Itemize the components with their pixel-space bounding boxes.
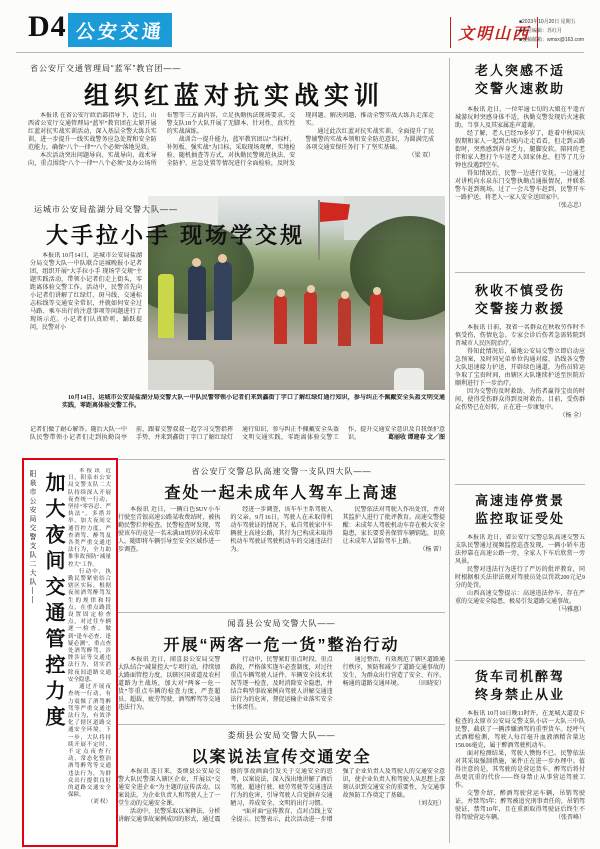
divider — [118, 724, 445, 725]
campaign-headline: 开展“两客一危一货”整治行动 — [163, 637, 400, 654]
photo-child-head — [373, 287, 381, 295]
elderly-body: 本报讯 近日，一位年逾七旬的大娘在平遥古城游玩时突感身体不适，执勤交警发现后火速救助，当事人及其家属连声道谢。 经了解，老人已经70多岁了，趁着中秋国庆假期和家人一起到古城内走走看看，但走到云路街时，突然感到浑身乏力，腿脚发软。陪同的老伴和家人想打个车送老人回家休息，但等了几分钟也没遇到空车。 得知情况后，民警一边进行安抚，一边通过对讲机向水泉东门交警执勤点通报情况，并联系警车赶到现场。过了一会儿警车赶到，民警开车一路护送，将老人一家人安全送回家中。 （张志忠） — [455, 107, 585, 209]
photo-officer — [214, 262, 232, 340]
email-line: ■投稿邮箱：wmsx@163.com — [519, 37, 585, 43]
harvest-headline: 秋收不慎受伤 交警接力救援 — [474, 283, 565, 316]
campaign-byline: （田晓安） — [414, 681, 445, 687]
photo-officer — [188, 266, 206, 340]
case-headline: 以案说法宣传交通安全 — [191, 749, 372, 766]
photo-child-head — [307, 285, 315, 293]
trucker-headline: 货车司机醉驾 终身禁止从业 — [474, 669, 565, 702]
photo-child-red-vest — [338, 298, 351, 346]
minor-body: 本报讯 近日，一辆白色SUV小车行驶至青银高速公路某收费站时，被执勤民警拦停检查。民警检查时发现，驾驶该车的竟是一名未满18周岁的未成年人，随即将车辆引导至安全区域作进一步调查。 经进一步调查，该车车主系驾驶人的父亲。9月16日，驾驶人在未取得机动车驾驶证的情况下，私自驾驶家中车辆驶上高速公路，其行为已构成未取得机动车驾驶证驾驶机动车的交通违法行为。 民警依法对驾驶人作出处罚，并对其监护人进行了批评教育。高速交警提醒：未成年人驾驶机动车存在极大安全隐患，家长要妥善保管车辆钥匙，切莫让未成年人冒险驾车上路。 （杨 雷） — [118, 507, 445, 553]
hand-headline: 大手拉小手 现场学交规 — [46, 223, 306, 248]
divider — [455, 660, 585, 661]
divider — [455, 272, 585, 273]
night-headline: 加大夜间交通管控力度 — [42, 472, 64, 732]
photo-bollard — [394, 368, 424, 390]
hand-byline: 葛丽收 谭建春 文／图 — [387, 435, 445, 441]
elderly-byline: （张志忠） — [554, 203, 585, 209]
case-byline: （刘友旺） — [414, 801, 445, 807]
header-info — [519, 18, 589, 45]
page-number: D4 — [28, 10, 67, 43]
editor-line: ■责任编辑：苏红月 — [519, 28, 563, 34]
elderly-headline: 老人突感不适 交警火速救助 — [474, 63, 565, 96]
section-title-box — [68, 13, 172, 47]
photo-car — [148, 360, 214, 390]
divider — [118, 459, 445, 460]
date-line: ■2023年10月20日 星期五 — [519, 19, 576, 25]
photo-child-red-vest — [304, 292, 317, 344]
minor-kicker: 省公安厅交警总队高速交警一支队四大队—— — [191, 467, 372, 476]
header-divider — [16, 52, 584, 53]
campaign-body: 本报讯 近日，闻喜县公安局交警大队结合“减量控大”专项行动，持续加大路面管控力度，以辖区国省道及农村道路为主战场，加大对“两客一危一货”等重点车辆的检查力度，严查超员、超载、疲劳驾驶、酒驾醉驾等交通违法行为。 行动中，民警紧盯重点时段、重点路段，严格落实逢车必查制度，对过往重点车辆驾驶人证件、车辆安全技术状况等逐一检查，及时消除安全隐患，并结合典型事故案例向驾驶人讲解交通违法行为的危害，督促运输企业落实安全主体责任。 通过整治，有效规范了辖区道路通行秩序，预防和减少了道路交通事故的发生，为群众出行营造了安全、有序、畅通的道路交通环境。 （田晓安） — [118, 657, 445, 711]
training-body: 本报讯 在省公安厅政治部指导下，近日，山西省公安厅交通管理局“蓝军”教官团在太原开展红蓝对抗实战实训活动，深入基层全警大练兵实训，进一步提升一线实战警务应急处置和安全防范能力，确保“八个一律”“八个必须”落地见效。 本次活动突出问题导向、实战导向、战术导向，重点围绕“八个一律”“八个必须”及办公场所布警等三方面内容，立足执勤执法现场要求，交警支队18个大队开展了无脚本、针对性、真实性的实战演练。 战训合一提升能力，蓝军教官团以“当标杆、补短板、强实战”为目标，采取现场观摩、实地检验、随机抽查等方式，对执勤民警规范执法、安全防护、应急处置等情况进行全面检验，及时发现问题、解决问题，推动全警实战大练兵走深走实。 通过此次红蓝对抗实战实训，全面提升了民警辅警的实战本领和安全防范意识，为圆满完成各项交通安保任务打下了坚实基础。 （梁 双） — [28, 113, 434, 167]
photo-child-red-vest — [274, 296, 287, 344]
harvest-body: 本报讯 日前，我省一名群众在秋收劳作时不慎受伤，伤情危急。专家会诊后伤者急需转院到晋城市人民医院治疗。 得知此情况后，属地公安局交警立即启动应急预案，及时同兄弟单位沟通对接，沿线各交警大队迅速接力护送，开辟绿色通道，为伤员转运争取了宝贵时间，由辖区大队继续护送至医院后顺利进行下一步治疗。 因为交警的及时救助，为伤者赢得宝贵的时间，使得受伤群众得到及时救治。目前，受伤群众伤势已在好转，正在进一步康复中。 （杨 全） — [455, 325, 585, 419]
divider — [118, 612, 445, 613]
photo-child-head — [277, 289, 285, 297]
night-kicker: 阳泉市公安局交警支队二大队—— — [29, 470, 36, 605]
photo-officer-head — [192, 258, 201, 267]
section-title: 公安交通 — [74, 21, 165, 43]
training-byline: （梁 双） — [408, 153, 434, 159]
training-headline: 组织红蓝对抗实战实训 — [83, 82, 384, 110]
minor-byline: （杨 雷） — [419, 547, 445, 553]
photo-child-head — [341, 291, 349, 299]
photo-flagpole — [318, 200, 320, 260]
case-body: 本报讯 连日来，娄烦县公安局交警大队民警深入辖区企业，开展以“交通安全进企业”为主题的宣传活动，以案说法，为企业负责人和驾驶人上了一堂生动的交通安全课。 活动中，民警采取以案释法、分析讲解交通事故案例成因的形式，通过震撼的事故画面引发关于交通安全的思考，以案说法，深入浅出地讲解了酒后驾驶、超速行驶、疲劳驾驶等交通违法行为的危害，引导驾驶人自觉摒弃交通陋习，养成安全、文明的出行习惯。 “面对面”宣传教育，点对点线上安全提示。民警表示，此次活动进一步增强了企业负责人及驾驶人的交通安全意识，使企业负责人和驾驶人从思想上深刻认识到交通安全的重要性，为交通事故预防工作奠定了基础。 （刘友旺） — [118, 769, 445, 823]
night-body: 本报讯 近日，阳泉市公安局交警支队二大队持续深入开展夜查统一行动，坚持“零容忍、严执法”，多措并举，加大夜间交通管控力度，严查酒驾、醉驾及各类严重交通违法行为，全力助推事故预防“减量控大”工作。 行动中，执勤民警紧密结合辖区实际，根据夜间酒驾醉驾发生的规律和特点，在重点路段设置固定检查点，对过往车辆逐一检查，做到“逢车必查、逢疑必测”，重点查处酒驾醉驾、涉牌涉证等交通违法行为，切实消除夜间道路交通安全隐患。 通过开展夜查统一行动，有力震慑了酒驾醉驾等严重交通违法行为，有效净化了辖区道路交通安全环境。下一步，大队将持续开展不定时、不定点夜查行动，常态化整治酒驾醉驾等交通违法行为，为群众出行提供良好的道路交通安全保障。 （刘 权） — [68, 468, 111, 806]
divider — [455, 484, 585, 485]
trucker-body: 本报讯 10月10日晚11时许，在龙城大道设卡检查的太原市公安局交警支队小店一大队三中队民警，截获了一辆涉嫌酒驾的重型货车。经呼气式酒精检测，驾驶人每百毫升血液酒精含量达158.06毫克，属于醉酒驾驶机动车。 面对检测结果，驾驶人懊悔不已。民警依法对其采取强制措施，案件正在进一步办理中。值得注意的是，其驾驶的是营运货车，醉驾后将付出更沉重的代价——终身禁止从事营运驾驶工作。 交警介绍，醉酒驾驶营运车辆，吊销驾驶证，并禁驾5年；醉驾被追究刑事责任的，吊销驾驶证，禁驾10年，且在重新取得驾驶证后终生不得驾驶营运车辆。 （张晋峰） — [455, 711, 585, 821]
hand-kicker: 运城市公安局盐湖分局交警大队—— — [34, 205, 178, 214]
night-byline: （刘 权） — [87, 799, 111, 806]
parking-byline: （马雅惠） — [554, 607, 585, 613]
masthead-logo: 文明山西 — [450, 17, 538, 48]
hand-intro: 本报讯 10月14日，运城市公安局盐湖分局交警大队一中队联合运城晚报小记者团，组织开展“大手拉小手 现场学交规”主题实践活动，带领小记者们走上街头，零距离体验交警工作。活动中，民警首先向小记者们讲解了红绿灯、斑马线、交通标志标线等交通安全常识，并就如何安全过马路、乘车出行的注意事项等问题进行了现场示范。小记者们认真聆听、踊跃提问，民警对小 — [30, 253, 142, 331]
photo-caption: 10月14日，运城市公安局盐湖分局交警大队一中队民警带领小记者们来到鑫街丁字口了解红绿灯通行知识，参与纠正不佩戴安全头盔文明交通实践，零距离体验交警工作。 — [62, 395, 445, 409]
trucker-byline: （张晋峰） — [554, 815, 585, 821]
parking-body: 本报讯 近日，省公安厅交警总队高速交警五支队民警通过视频监控巡查发现，一辆小轿车违法停靠在高速公路一旁，全家人下车后欣赏一旁风景。 民警对违法行为进行了严厉的批评教育，同时根据相关法律法规对驾驶员处以罚款200元记9分的处罚。 山西高速交警提示：高速违法停车，存在严重的交通安全隐患，极易引发道路交通事故。 （马雅惠） — [455, 535, 585, 613]
training-kicker: 省公安厅交通管理局“蓝军”教官团—— — [30, 64, 182, 73]
photo-child-red-vest — [370, 294, 383, 344]
campaign-kicker: 闻喜县公安局交警大队—— — [227, 619, 336, 628]
hand-continuation: 记者们做了耐心解答。随后大队一中队民警带领小记者们走到执勤岗亭前，跟着交警叔叔一起学习交警指挥手势，并来到鑫街丁字口了解红绿灯通行知识，参与纠正不佩戴安全头盔文明交通实践，零距离体验交警工作，提升交通安全意识及自我保护意识。 葛丽收 谭建春 文／图 — [30, 427, 445, 441]
parking-headline: 高速违停赏景 监控取证受处 — [474, 493, 565, 526]
case-kicker: 娄烦县公安局交警大队—— — [227, 731, 336, 740]
night-control-box — [22, 458, 118, 847]
column-divider — [449, 58, 450, 843]
minor-headline: 查处一起未成年人驾车上高速 — [164, 485, 399, 502]
photo-officer-head — [218, 254, 227, 263]
photo-red-flag — [320, 202, 350, 222]
harvest-byline: （杨 全） — [559, 413, 585, 419]
photo-officer-hivis — [158, 274, 174, 338]
